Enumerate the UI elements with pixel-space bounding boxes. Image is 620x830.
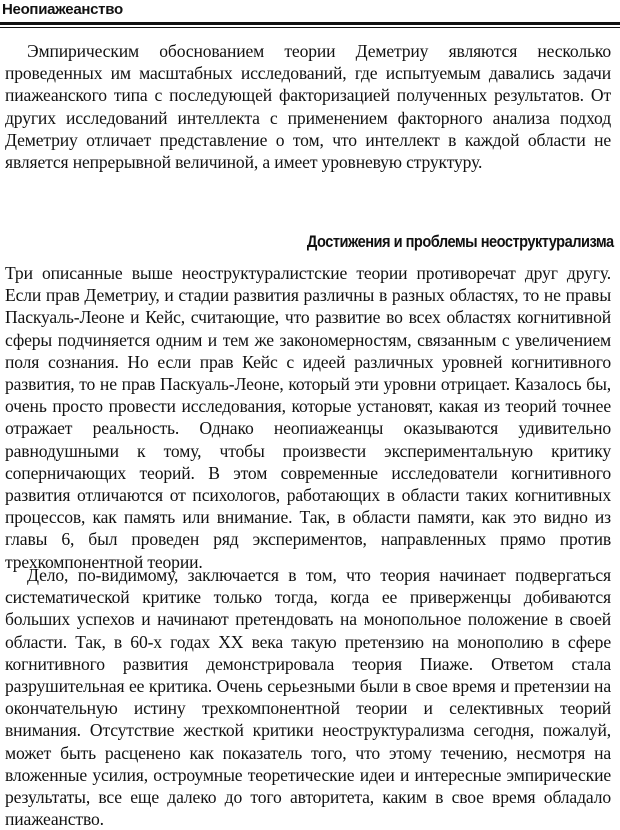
- paragraph-demetriou-evidence: Эмпирическим обоснованием теории Деметриу являются несколько проведенных им масштабных исследований, где испытуемым давались задачи пиажеанского типа с последующей факторизацией полученных результатов. От других исследований интеллекта с применением факторного анализа подход Деметриу отличает представление о том, что интеллект в каждой области не является непрерывной величиной, а имеет уровневую структуру.: [5, 41, 611, 173]
- header-rule-thin: [0, 27, 620, 28]
- header-rule-thick: [0, 22, 620, 25]
- running-head: Неопиажеанство: [2, 1, 123, 18]
- paragraph-theories-contradict: Три описанные выше неоструктуралистские теории противоречат друг другу. Если прав Деметриу, и стадии развития различны в разных областях, то не правы Паскуаль-Леоне и Кейс, считающие, что развитие во всех областях когнитивной сферы подчиняется одним и тем же закономерностям, связанным с увеличением поля сознания. Но если прав Кейс с идеей различных уровней когнитивного развития, то не прав Паскуаль-Леоне, который эти уровни отрицает. Казалось бы, очень просто провести исследования, которые установят, какая из теорий точнее отражает реальность. Однако неопиажеанцы оказываются удивительно равнодушными к тому, чтобы произвести экспериментальную критику соперничающих теорий. В этом современные исследователи когнитивного развития отличаются от психологов, работающих в области таких когнитивных процессов, как память или внимание. Так, в области памяти, как это видно из главы 6, был проведен ряд экспериментов, направленных прямо против трехкомпонентной теории.: [5, 263, 611, 572]
- paragraph-criticism: Дело, по-видимому, заключается в том, что теория начинает подвергаться систематической критике только тогда, когда ее приверженцы добиваются больших успехов и начинают претендовать на монопольное положение в своей области. Так, в 60-х годах XX века такую претензию на монополию в сфере когнитивного развития демонстрировала теория Пиаже. Ответом стала разрушительная ее критика. Очень серьезными были в свое время и претензии на окончательную истину трехкомпонентной теории и селективных теорий внимания. Отсутствие жесткой критики неоструктурализма сегодня, пожалуй, может быть расценено как показатель того, что этому течению, несмотря на вложенные усилия, остроумные теоретические идеи и интересные эмпирические результаты, все еще далеко до того авторитета, каким в свое время обладало пиажеанство.: [5, 565, 611, 830]
- section-title: Достижения и проблемы неоструктурализма: [307, 232, 614, 251]
